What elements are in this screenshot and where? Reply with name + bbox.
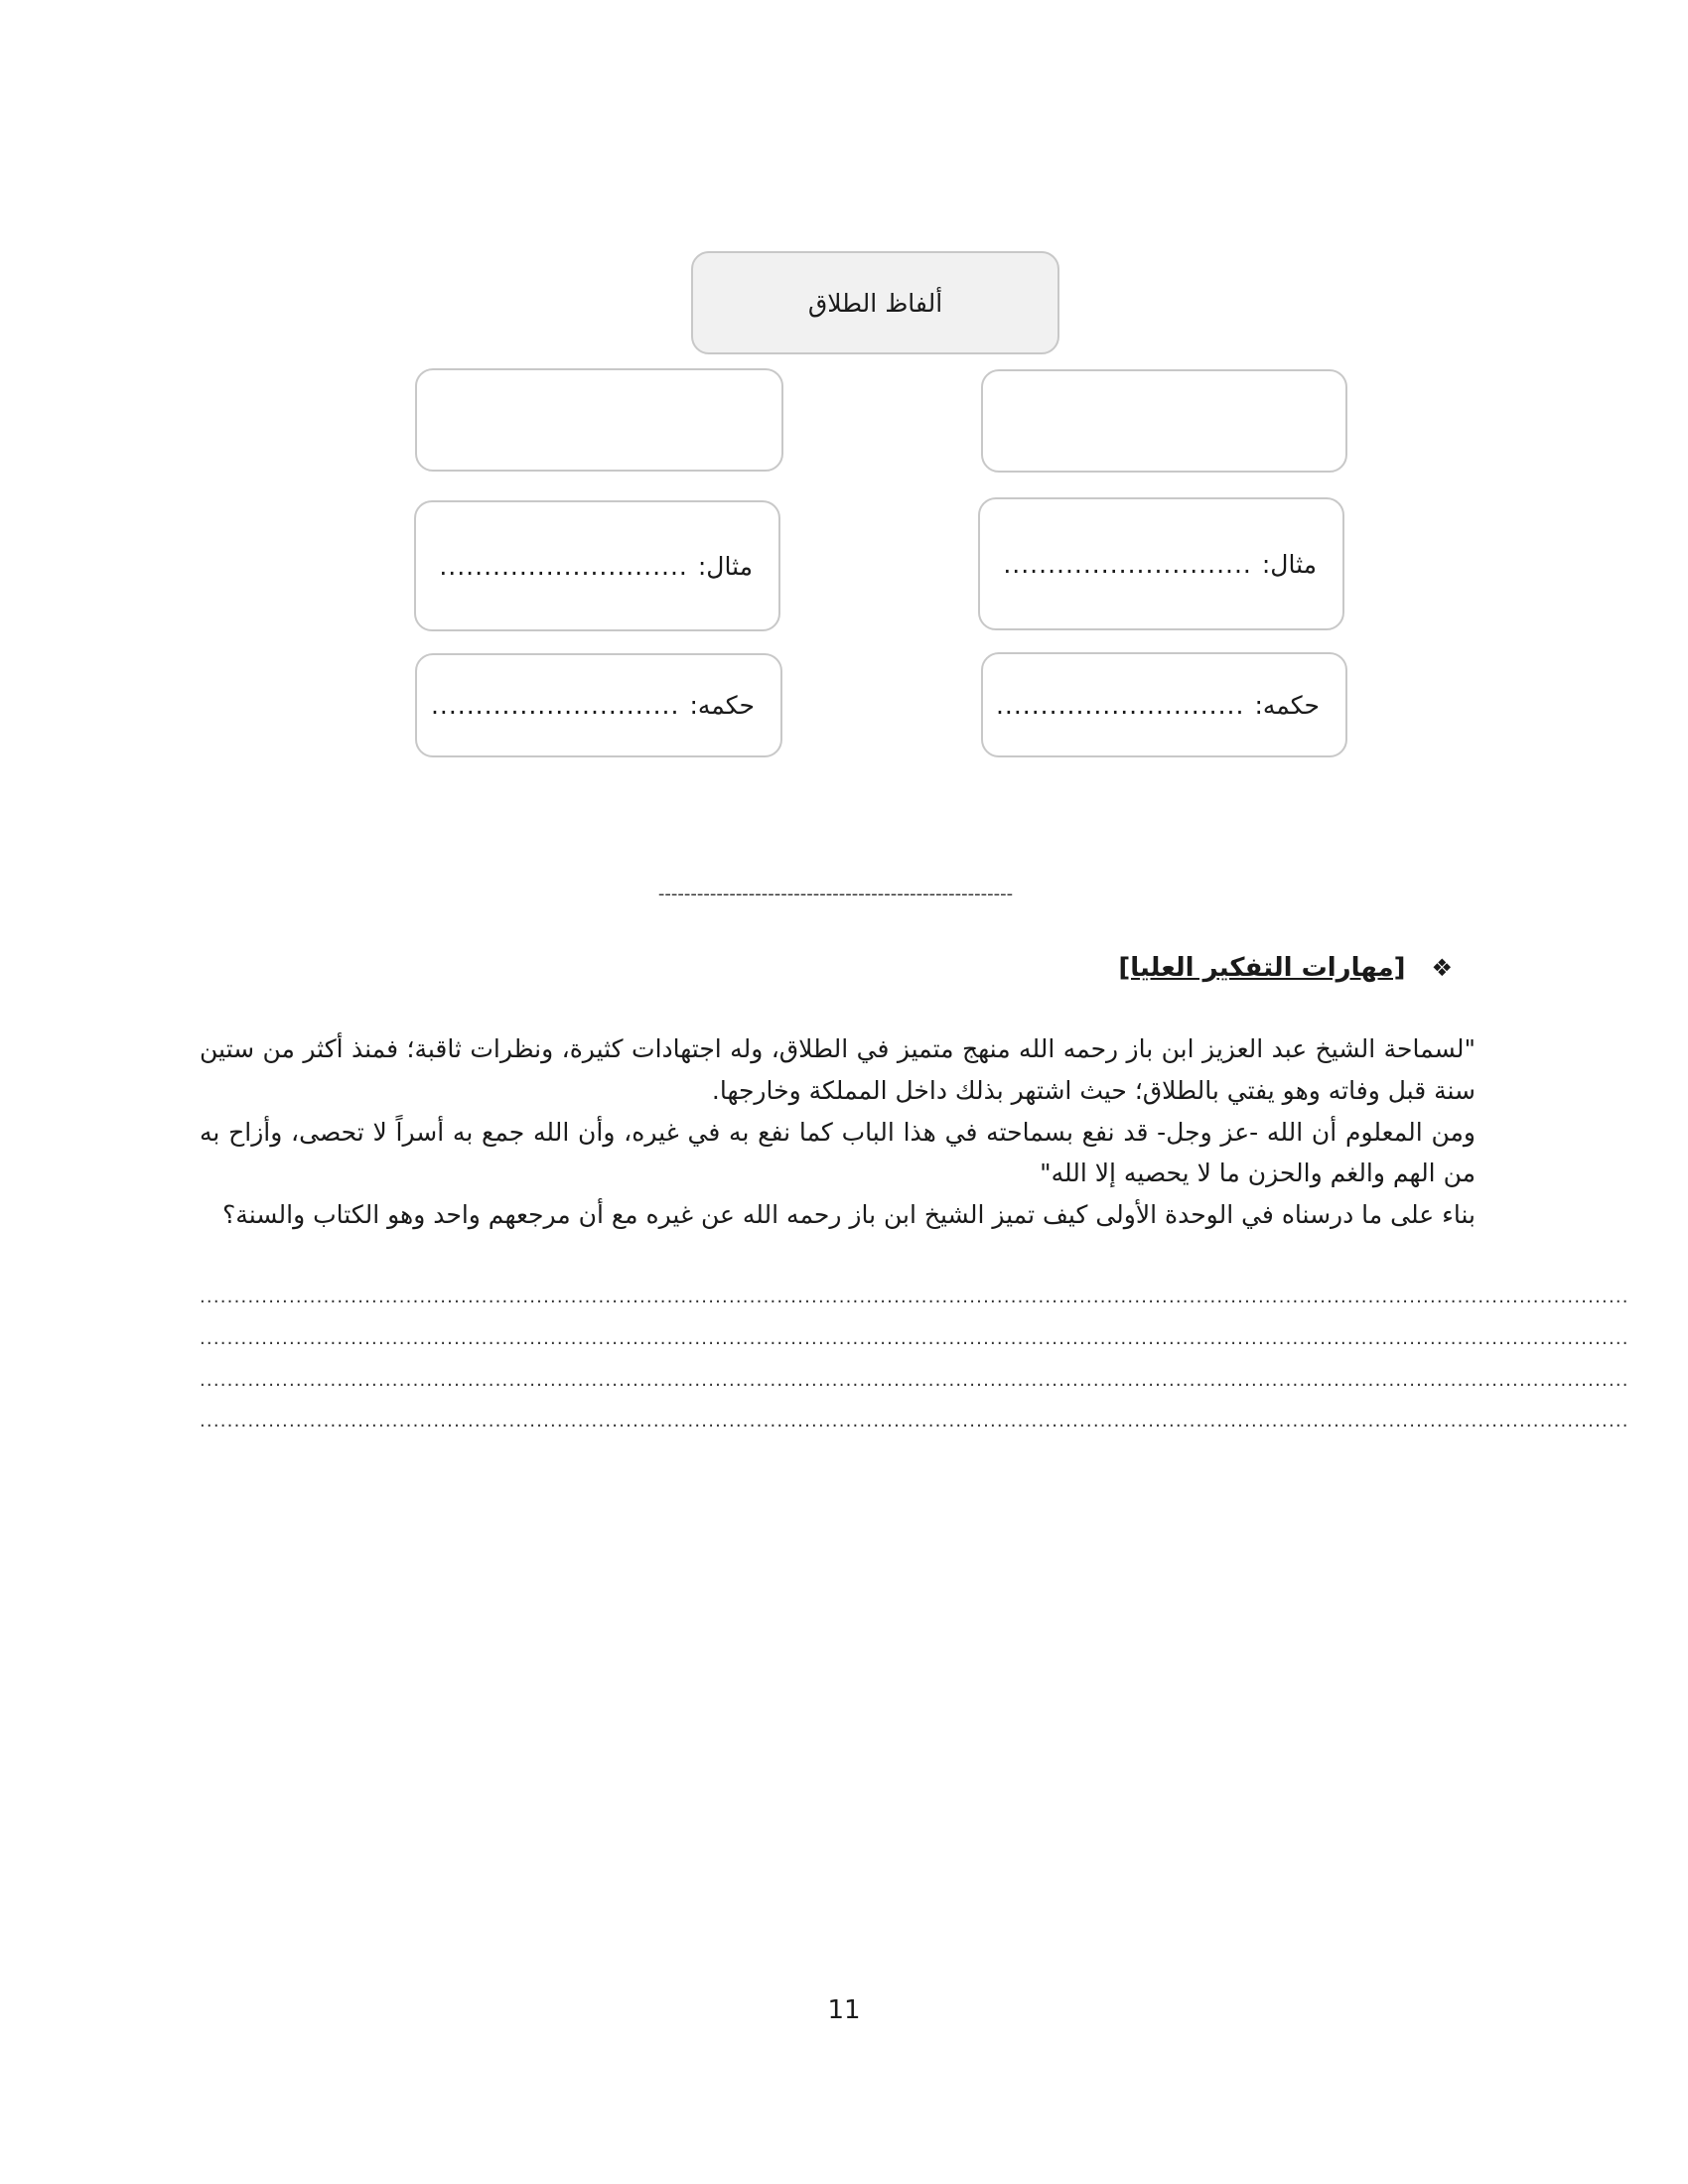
example-label: مثال: <box>697 551 753 581</box>
example-blank[interactable]: ............................ <box>439 551 688 581</box>
type-box-left[interactable] <box>415 368 783 472</box>
ruling-blank[interactable]: ............................ <box>430 691 680 720</box>
example-label: مثال: <box>1261 549 1317 579</box>
ruling-box-left[interactable] <box>415 653 782 757</box>
section-heading <box>1118 953 1453 983</box>
answer-line-1[interactable]: ................................................................................................................................................................................................................ <box>200 1287 1629 1307</box>
answer-line-2[interactable]: ................................................................................................................................................................................................................ <box>200 1328 1629 1349</box>
question-paragraph <box>200 1028 1476 1236</box>
ruling-label: حكمه: <box>689 691 755 720</box>
example-box-left[interactable] <box>414 500 780 631</box>
section-heading-label: [مهارات التفكير العليا] <box>1118 953 1406 983</box>
quote-paragraph-1: "لسماحة الشيخ عبد العزيز ابن باز رحمه الله منهج متميز في الطلاق، وله اجتهادات كثيرة، ونظرات ثاقبة؛ فمنذ أكثر من ستين سنة قبل وفاته وهو يفتي بالطلاق؛ حيث اشتهر بذلك داخل المملكة وخارجها. <box>200 1034 1476 1105</box>
ruling-label: حكمه: <box>1254 690 1320 720</box>
answer-line-3[interactable]: ................................................................................................................................................................................................................ <box>200 1370 1629 1391</box>
question-text: بناء على ما درسناه في الوحدة الأولى كيف تميز الشيخ ابن باز رحمه الله عن غيره مع أن مرجعهم واحد وهو الكتاب والسنة؟ <box>222 1200 1476 1230</box>
ruling-blank[interactable]: ............................ <box>995 690 1245 720</box>
diagram-title-box <box>691 251 1059 354</box>
quote-paragraph-2: ومن المعلوم أن الله -عز وجل- قد نفع بسماحته في هذا الباب كما نفع به في غيره، وأن الله جمع به أسراً لا تحصى، وأزاح به من الهم والغم والحزن ما لا يحصيه إلا الله" <box>200 1117 1476 1188</box>
example-blank[interactable]: ............................ <box>1003 549 1252 579</box>
diagram-title: ألفاظ الطلاق <box>807 288 943 318</box>
diamond-bullet-icon: ❖ <box>1431 954 1453 982</box>
example-box-right[interactable] <box>978 497 1344 630</box>
ruling-box-right[interactable] <box>981 652 1347 757</box>
separator-line: ------------------------------------------------------- <box>657 884 1014 904</box>
answer-line-4[interactable]: ................................................................................................................................................................................................................ <box>200 1411 1629 1432</box>
page-number: 11 <box>827 1995 861 2025</box>
type-box-right[interactable] <box>981 369 1347 473</box>
